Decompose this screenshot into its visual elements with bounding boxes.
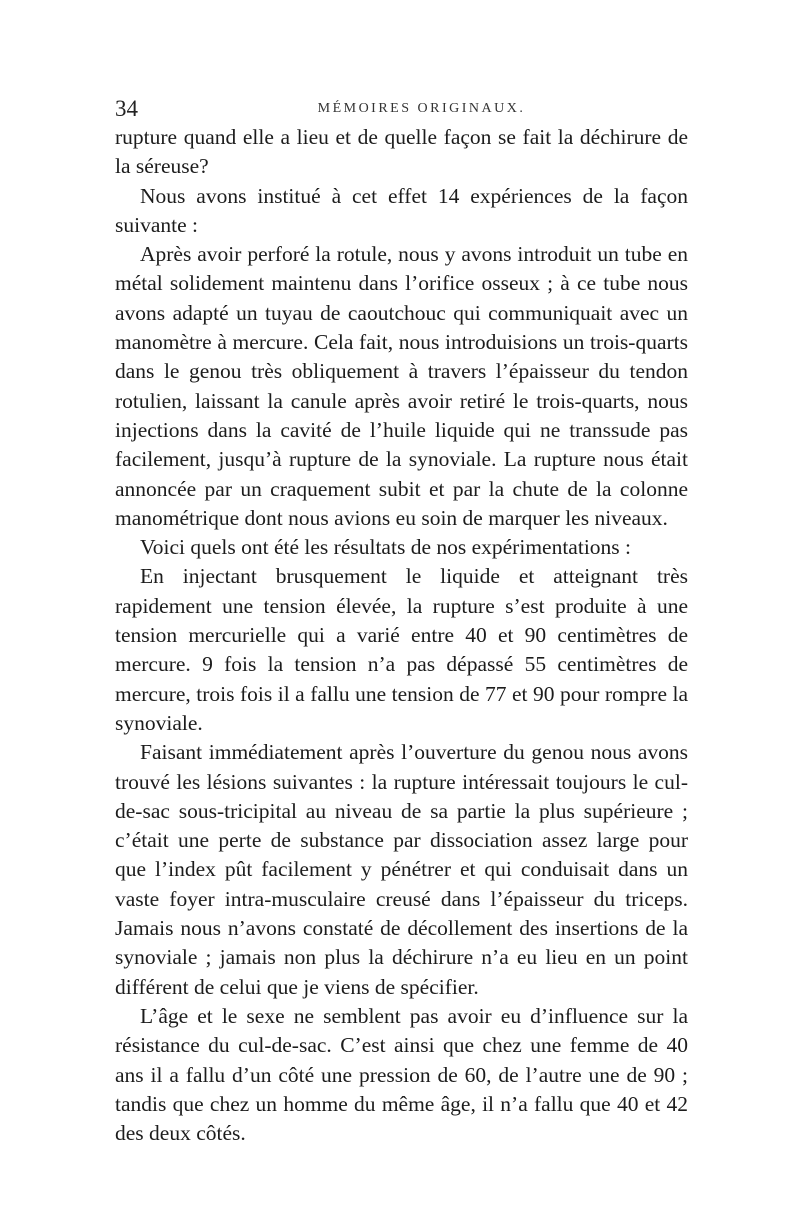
page-number: 34 [115, 96, 138, 121]
paragraph-results-intro: Voici quels ont été les résultats de nos expérimentations : [140, 535, 632, 560]
running-head [115, 94, 688, 124]
paragraph-experiments-intro: Nous avons institué à cet effet 14 expériences de la façon suivante : [115, 183, 688, 237]
paragraph-tension-results: En injectant brusquement le liquide et atteignant très rapidement une tension élevée, la rupture s’est produite à une tension mercurielle qui a varié entre 40 et 90 centimètres de mercure. 9 fois la tension n’a pas dépassé 55 centimètres de mercure, trois fois il a fallu une tension de 77 et 90 pour rompre la synoviale. [115, 564, 688, 735]
paragraph-age-sex: L’âge et le sexe ne semblent pas avoir eu d’influence sur la résistance du cul-de-sac. C’est ainsi que chez une femme de 40 ans il a fallu d’un côté une pression de 60, de l’autre une de 90 ; tandis que chez un homme du même âge, il n’a fallu que 40 et 42 des deux côtés. [115, 1003, 688, 1146]
paragraph-continued: rupture quand elle a lieu et de quelle façon se fait la déchirure de la séreuse? [115, 125, 688, 179]
body-text [115, 123, 688, 1148]
paragraph-method: Après avoir perforé la rotule, nous y avons introduit un tube en métal solidement maintenu dans l’orifice osseux ; à ce tube nous avons adapté un tuyau de caoutchouc qui communiquait avec un manomètre à mercure. Cela fait, nous introduisions un trois-quarts dans le genou très obliquement à travers l’épaisseur du tendon rotulien, laissant la canule après avoir retiré le trois-quarts, nous injections dans la cavité de l’huile liquide qui ne transsude pas facilement, jusqu’à rupture de la synoviale. La rupture nous était annoncée par un craquement subit et par la chute de la colonne manométrique dont nous avions eu soin de marquer les niveaux. [115, 242, 688, 530]
paragraph-lesions: Faisant immédiatement après l’ouverture du genou nous avons trouvé les lésions suivantes : la rupture intéressait toujours le cul-de-sac sous-tricipital au niveau de sa partie la plus supérieure ; c’était une perte de substance par dissociation assez large pour que l’index pût facilement y pénétrer et qui conduisait dans un vaste foyer intra-musculaire creusé dans l’épaisseur du triceps. Jamais nous n’avons constaté de décollement des insertions de la synoviale ; jamais non plus la déchirure n’a eu lieu en un point différent de celui que je viens de spécifier. [115, 740, 688, 999]
running-title: MÉMOIRES ORIGINAUX. [317, 101, 526, 116]
